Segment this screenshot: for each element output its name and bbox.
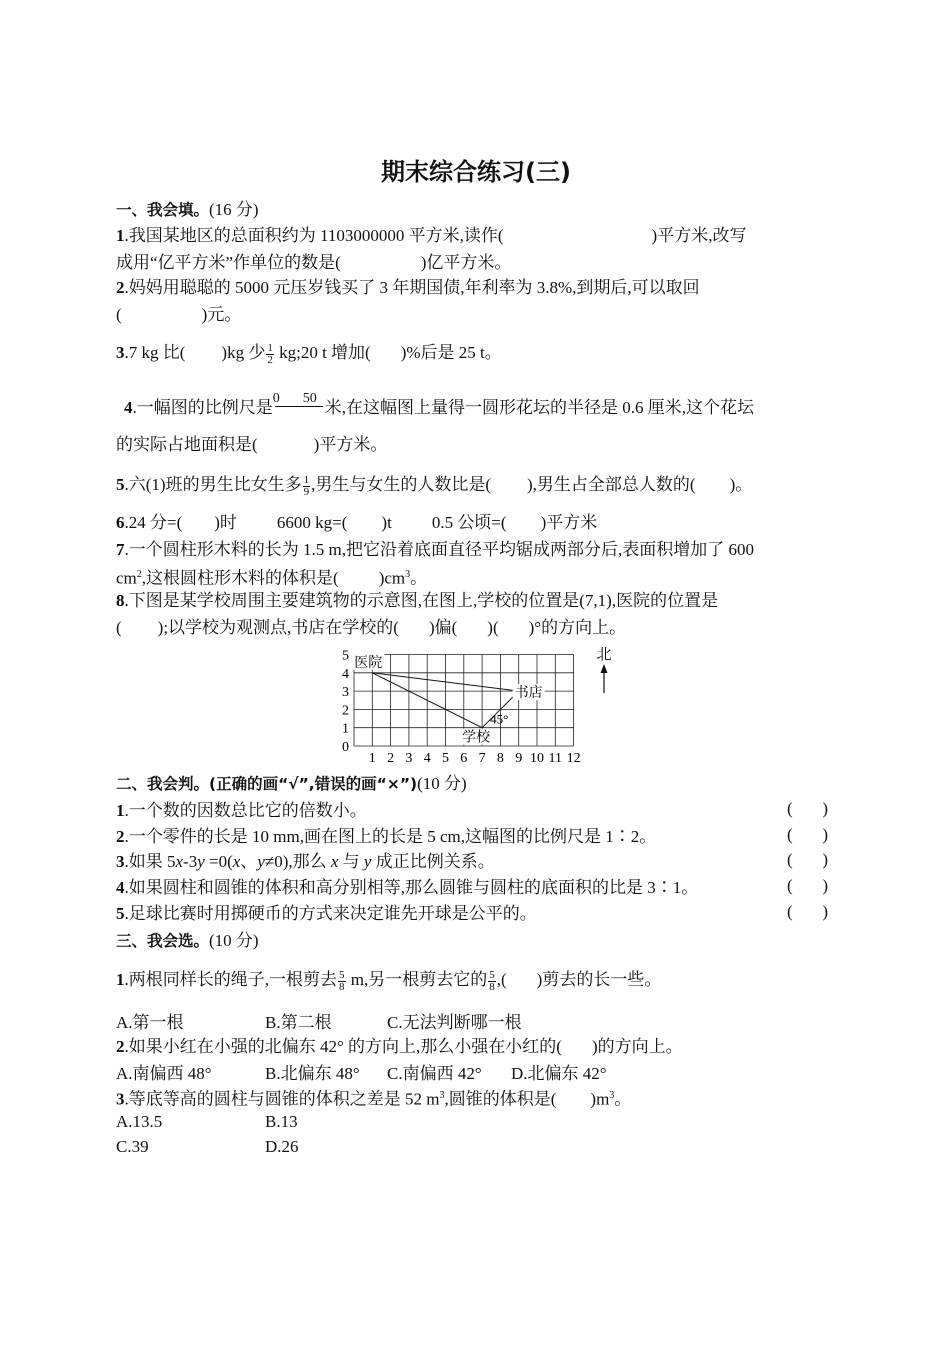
question-text: 、 xyxy=(240,852,258,871)
question-text: ( xyxy=(116,618,122,637)
angle-label: 45° xyxy=(490,711,509,727)
choice-1-option-c[interactable]: C.无法判断哪一根 xyxy=(387,1013,522,1032)
choice-3-option-c[interactable]: C.39 xyxy=(116,1137,149,1156)
variable-y: y xyxy=(257,852,265,871)
question-text: )时 xyxy=(214,513,237,532)
question-text: ),男生占全部总人数的( xyxy=(527,475,696,494)
question-6 xyxy=(116,511,597,535)
choice-1-option-a[interactable]: A.第一根 xyxy=(116,1013,184,1032)
question-text: )%后是 25 t。 xyxy=(400,343,502,362)
choice-2-option-d[interactable]: D.北偏东 42° xyxy=(511,1064,607,1083)
question-text: ,在这幅图上量得一圆形花坛的半径是 0.6 厘米,这个花坛 xyxy=(341,398,754,417)
question-text: .一幅图的比例尺是 xyxy=(132,398,273,417)
question-number: 2 xyxy=(116,278,125,297)
question-text: )偏( xyxy=(428,618,458,637)
question-text: -3 xyxy=(183,852,198,871)
question-text: 。 xyxy=(614,1089,632,1109)
section-3-heading xyxy=(116,929,259,953)
choice-3-option-a[interactable]: A.13.5 xyxy=(116,1112,163,1131)
question-2-line-2 xyxy=(116,303,241,327)
y-tick-label: 5 xyxy=(342,648,349,664)
judge-4-answer-box[interactable]: ( ) xyxy=(787,876,829,895)
choice-2-option-a[interactable]: A.南偏西 48° xyxy=(116,1064,212,1083)
question-text: ,( xyxy=(496,970,507,989)
scale-bar xyxy=(272,391,325,415)
question-5 xyxy=(116,473,752,498)
x-tick-label: 1 xyxy=(368,751,376,766)
question-text: )平方米,改写 xyxy=(651,226,747,245)
variable-x: x xyxy=(175,852,184,871)
y-tick-label: 1 xyxy=(342,721,349,737)
question-number: 1 xyxy=(116,226,125,245)
judge-1-answer-box[interactable]: ( ) xyxy=(787,799,829,818)
fraction-denominator: 2 xyxy=(267,353,273,366)
superscript: 3 xyxy=(405,569,411,580)
question-text: =0( xyxy=(204,852,233,871)
fraction-numerator: 1 xyxy=(303,473,310,486)
question-text: 。 xyxy=(410,568,428,588)
question-text: ,这根圆柱形木料的体积是( xyxy=(141,568,339,588)
fraction-denominator: 8 xyxy=(339,980,345,993)
x-tick-label: 12 xyxy=(566,751,581,766)
x-tick-label: 7 xyxy=(478,751,486,766)
x-tick-label: 5 xyxy=(442,751,449,766)
question-text: .一个数的因数总比它的倍数小。 xyxy=(124,801,367,820)
question-text: )t xyxy=(381,513,392,532)
question-text: )平方米。 xyxy=(313,435,388,454)
question-text: .7 kg 比( xyxy=(124,343,186,362)
question-number: 1 xyxy=(116,970,125,989)
fraction xyxy=(338,970,346,993)
judge-4 xyxy=(116,876,698,900)
variable-x: x xyxy=(232,852,241,871)
question-text: )( xyxy=(487,618,499,637)
scale-fifty: 50 xyxy=(302,391,317,406)
y-tick-label: 3 xyxy=(342,685,349,701)
question-text: )剪去的长一些。 xyxy=(536,970,662,989)
x-tick-label: 9 xyxy=(515,751,523,766)
question-text: )的方向上。 xyxy=(591,1037,683,1056)
question-text: .妈妈用聪聪的 5000 元压岁钱买了 3 年期国债,年利率为 3.8%,到期后,可以取回 xyxy=(124,278,700,297)
fraction xyxy=(266,343,274,366)
fraction xyxy=(303,475,311,498)
question-number: 3 xyxy=(116,852,125,871)
y-tick-label: 0 xyxy=(342,740,349,755)
judge-5-answer-box[interactable]: ( ) xyxy=(787,902,829,921)
x-tick-label: 11 xyxy=(548,751,563,766)
judge-3-answer-box[interactable]: ( ) xyxy=(787,850,829,869)
question-number: 4 xyxy=(116,878,125,897)
question-8-line-1 xyxy=(116,589,718,613)
question-text: .我国某地区的总面积约为 1103000000 平方米,读作( xyxy=(124,226,504,245)
question-text: )m xyxy=(590,1089,610,1109)
judge-3 xyxy=(116,850,495,874)
question-number: 5 xyxy=(116,904,125,923)
question-text: ≠0),那么 xyxy=(264,852,331,871)
question-text: )cm xyxy=(378,568,406,588)
y-tick-label: 4 xyxy=(342,666,349,682)
north-label: 北 xyxy=(596,645,612,663)
x-tick-label: 3 xyxy=(405,751,413,766)
question-number: 6 xyxy=(116,513,125,532)
x-tick-label: 4 xyxy=(423,751,431,766)
section-2-points: (10 分) xyxy=(417,774,467,793)
fraction-denominator: 8 xyxy=(489,980,495,993)
page-title: 期末综合练习(三) xyxy=(381,158,571,186)
fraction-numerator: 5 xyxy=(339,968,345,981)
question-number: 4 xyxy=(124,398,133,417)
question-number: 5 xyxy=(116,475,125,494)
judge-5 xyxy=(116,902,537,926)
question-text: .六(1)班的男生比女生多 xyxy=(124,475,302,494)
fraction-numerator: 5 xyxy=(489,968,495,981)
question-text: 与 xyxy=(338,852,364,871)
choice-2 xyxy=(116,1035,683,1059)
fraction-denominator: 9 xyxy=(303,485,310,498)
question-text: 0.5 公顷=( xyxy=(431,513,507,532)
question-7-line-1 xyxy=(116,538,754,562)
question-text: ( xyxy=(116,305,122,324)
question-text: )。 xyxy=(729,475,753,494)
question-number: 8 xyxy=(116,591,125,610)
bookstore-label: 书店 xyxy=(514,685,543,702)
question-4-line-2 xyxy=(116,433,387,457)
section-1-heading xyxy=(116,198,259,222)
question-text: 6600 kg=( xyxy=(276,513,348,532)
question-text: .两根同样长的绳子,一根剪去 xyxy=(124,970,337,989)
question-text: )平方米 xyxy=(540,513,598,532)
question-text: .一个圆柱形木料的长为 1.5 m,把它沿着底面直径平均锯成两部分后,表面积增加了 600 xyxy=(124,540,754,559)
section-2-heading xyxy=(116,772,467,796)
superscript: 2 xyxy=(136,569,142,580)
question-text: .如果 5 xyxy=(124,852,176,871)
section-3-title: 三、我会选。 xyxy=(116,932,210,950)
question-text: kg;20 t 增加( xyxy=(274,343,371,362)
x-tick-label: 8 xyxy=(496,751,504,766)
superscript: 3 xyxy=(439,1090,445,1101)
section-1-title: 一、我会填。 xyxy=(116,201,210,219)
question-number: 7 xyxy=(116,540,125,559)
question-text: .如果小红在小强的北偏东 42° 的方向上,那么小强在小红的( xyxy=(124,1037,562,1056)
choice-2-option-c[interactable]: C.南偏西 42° xyxy=(387,1064,482,1083)
question-text: )亿平方米。 xyxy=(420,253,512,272)
section-3-points: (10 分) xyxy=(209,931,259,950)
question-text: .一个零件的长是 10 mm,画在图上的长是 5 cm,这幅图的比例尺是 1∶2。 xyxy=(124,827,657,846)
superscript: 3 xyxy=(609,1090,615,1101)
question-number: 1 xyxy=(116,801,125,820)
hospital-label: 医院 xyxy=(354,654,383,671)
choice-3 xyxy=(116,1084,631,1112)
north-arrow-icon xyxy=(601,664,608,673)
scale-zero: 0 xyxy=(272,391,280,406)
question-text: ,男生与女生的人数比是( xyxy=(311,475,491,494)
judge-2 xyxy=(116,825,656,849)
question-text: cm xyxy=(116,568,137,588)
question-text: 的实际占地面积是( xyxy=(116,435,258,454)
choice-2-option-b[interactable]: B.北偏东 48° xyxy=(265,1064,360,1083)
question-text: )kg 少 xyxy=(221,343,266,362)
variable-y: y xyxy=(363,852,372,871)
choice-3-option-d[interactable]: D.26 xyxy=(265,1137,299,1156)
question-text: .如果圆柱和圆锥的体积和高分别相等,那么圆锥与圆柱的底面积的比是 3∶1。 xyxy=(124,878,699,897)
school-label: 学校 xyxy=(462,729,491,746)
x-tick-label: 6 xyxy=(460,751,468,766)
question-7-line-2 xyxy=(116,563,427,591)
scale-unit: 米 xyxy=(324,398,342,417)
scale-line xyxy=(275,406,323,407)
question-8-line-2 xyxy=(116,616,626,640)
section-2-title: 二、我会判。(正确的画“√”,错误的画“×”) xyxy=(116,775,418,793)
fraction-numerator: 1 xyxy=(267,341,273,354)
question-number: 2 xyxy=(116,1037,125,1056)
question-text: .24 分=( xyxy=(124,513,183,532)
judge-1 xyxy=(116,799,367,823)
question-text: )°的方向上。 xyxy=(528,618,627,637)
variable-y: y xyxy=(197,852,205,871)
question-1-line-2 xyxy=(116,251,511,275)
question-text: 成用“亿平方米”作单位的数是( xyxy=(116,253,341,272)
question-text: ,圆锥的体积是( xyxy=(444,1089,557,1109)
judge-2-answer-box[interactable]: ( ) xyxy=(787,825,829,844)
question-text: 成正比例关系。 xyxy=(371,852,495,871)
y-tick-label: 2 xyxy=(342,703,349,719)
question-4-line-1 xyxy=(124,391,754,420)
question-text: .下图是某学校周围主要建筑物的示意图,在图上,学校的位置是(7,1),医院的位置是 xyxy=(124,591,719,610)
x-tick-label: 10 xyxy=(530,751,544,766)
variable-x: x xyxy=(330,852,339,871)
x-tick-label: 2 xyxy=(387,751,395,766)
choice-3-option-b[interactable]: B.13 xyxy=(265,1112,298,1131)
question-text: .足球比赛时用掷硬币的方式来决定谁先开球是公平的。 xyxy=(124,904,537,923)
choice-1-option-b[interactable]: B.第二根 xyxy=(265,1013,332,1032)
question-3 xyxy=(116,341,502,366)
question-number: 3 xyxy=(116,1089,125,1109)
choice-1 xyxy=(116,968,661,993)
question-1-line-1 xyxy=(116,224,746,248)
section-1-points: (16 分) xyxy=(209,200,259,219)
fraction xyxy=(488,970,496,993)
question-text: m,另一根剪去它的 xyxy=(346,970,488,989)
question-text: .等底等高的圆柱与圆锥的体积之差是 52 m xyxy=(124,1089,440,1109)
question-number: 2 xyxy=(116,827,125,846)
question-number: 3 xyxy=(116,343,125,362)
location-grid-map xyxy=(336,645,616,767)
question-text: )元。 xyxy=(201,305,242,324)
question-text: );以学校为观测点,书店在学校的( xyxy=(157,618,399,637)
question-2-line-1 xyxy=(116,276,700,300)
